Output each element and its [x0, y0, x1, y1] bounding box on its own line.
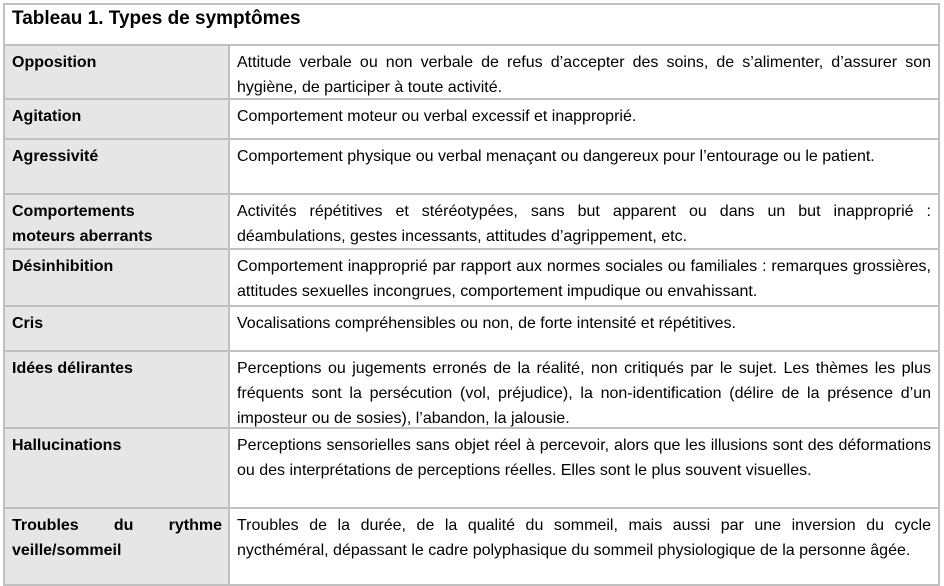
symptom-description: Perceptions sensorielles sans objet réel à percevoir, alors que les illusions sont des déformations ou des interprétations de perceptions réelles. Elles sont le plus souvent visuelles.: [237, 437, 931, 479]
table-row: [5, 195, 938, 250]
table-row: [5, 307, 938, 352]
table-row: [5, 429, 938, 509]
symptom-term: Opposition: [5, 46, 230, 98]
table-row: [5, 140, 938, 195]
table-row: [5, 46, 938, 100]
symptom-term: [5, 195, 230, 248]
table-title: Tableau 1. Types de symptômes: [5, 5, 938, 46]
symptom-term: Cris: [5, 307, 230, 350]
symptom-description: Comportement moteur ou verbal excessif et inapproprié.: [237, 108, 637, 125]
symptom-term-line: Comportements: [12, 203, 135, 220]
symptom-term: Agitation: [5, 100, 230, 138]
symptom-description: Perceptions ou jugements erronés de la réalité, non critiqués par le sujet. Les thèmes les plus fréquents sont la persécution (vol, préjudice), la non-identification (délire de la présence d’un imposteur ou de sosies), l’abandon, la jalousie.: [237, 360, 931, 427]
symptom-term-line: veille/sommeil: [12, 542, 122, 559]
symptom-description: Vocalisations compréhensibles ou non, de forte intensité et répétitives.: [237, 315, 736, 332]
symptom-description: Attitude verbale ou non verbale de refus d’accepter des soins, de s’alimenter, d’assurer son hygiène, de participer à toute activité.: [237, 54, 931, 96]
table-row: [5, 509, 938, 584]
symptom-term: Agressivité: [5, 140, 230, 193]
table-row: [5, 250, 938, 307]
symptoms-table: [3, 3, 940, 586]
symptom-description: Activités répétitives et stéréotypées, sans but apparent ou dans un but inapproprié : déambulations, gestes incessants, attitudes d’agrippement, etc.: [237, 203, 931, 245]
table-row: [5, 352, 938, 429]
symptom-term: Hallucinations: [5, 429, 230, 507]
table-row: [5, 100, 938, 140]
symptom-term: Idées délirantes: [5, 352, 230, 427]
symptom-term-line: Troubles du rythme: [12, 517, 222, 534]
symptom-description: Troubles de la durée, de la qualité du sommeil, mais aussi par une inversion du cycle nycthéméral, dépassant le cadre polyphasique du sommeil physiologique de la personne âgée.: [237, 517, 931, 559]
symptom-term-line: moteurs aberrants: [12, 228, 153, 245]
symptom-term: [5, 509, 230, 584]
symptom-description: Comportement physique ou verbal menaçant ou dangereux pour l’entourage ou le patient.: [237, 148, 875, 165]
symptom-term: Désinhibition: [5, 250, 230, 305]
symptom-description: Comportement inapproprié par rapport aux normes sociales ou familiales : remarques grossières, attitudes sexuelles incongrues, comportement impudique ou envahissant.: [237, 258, 931, 300]
